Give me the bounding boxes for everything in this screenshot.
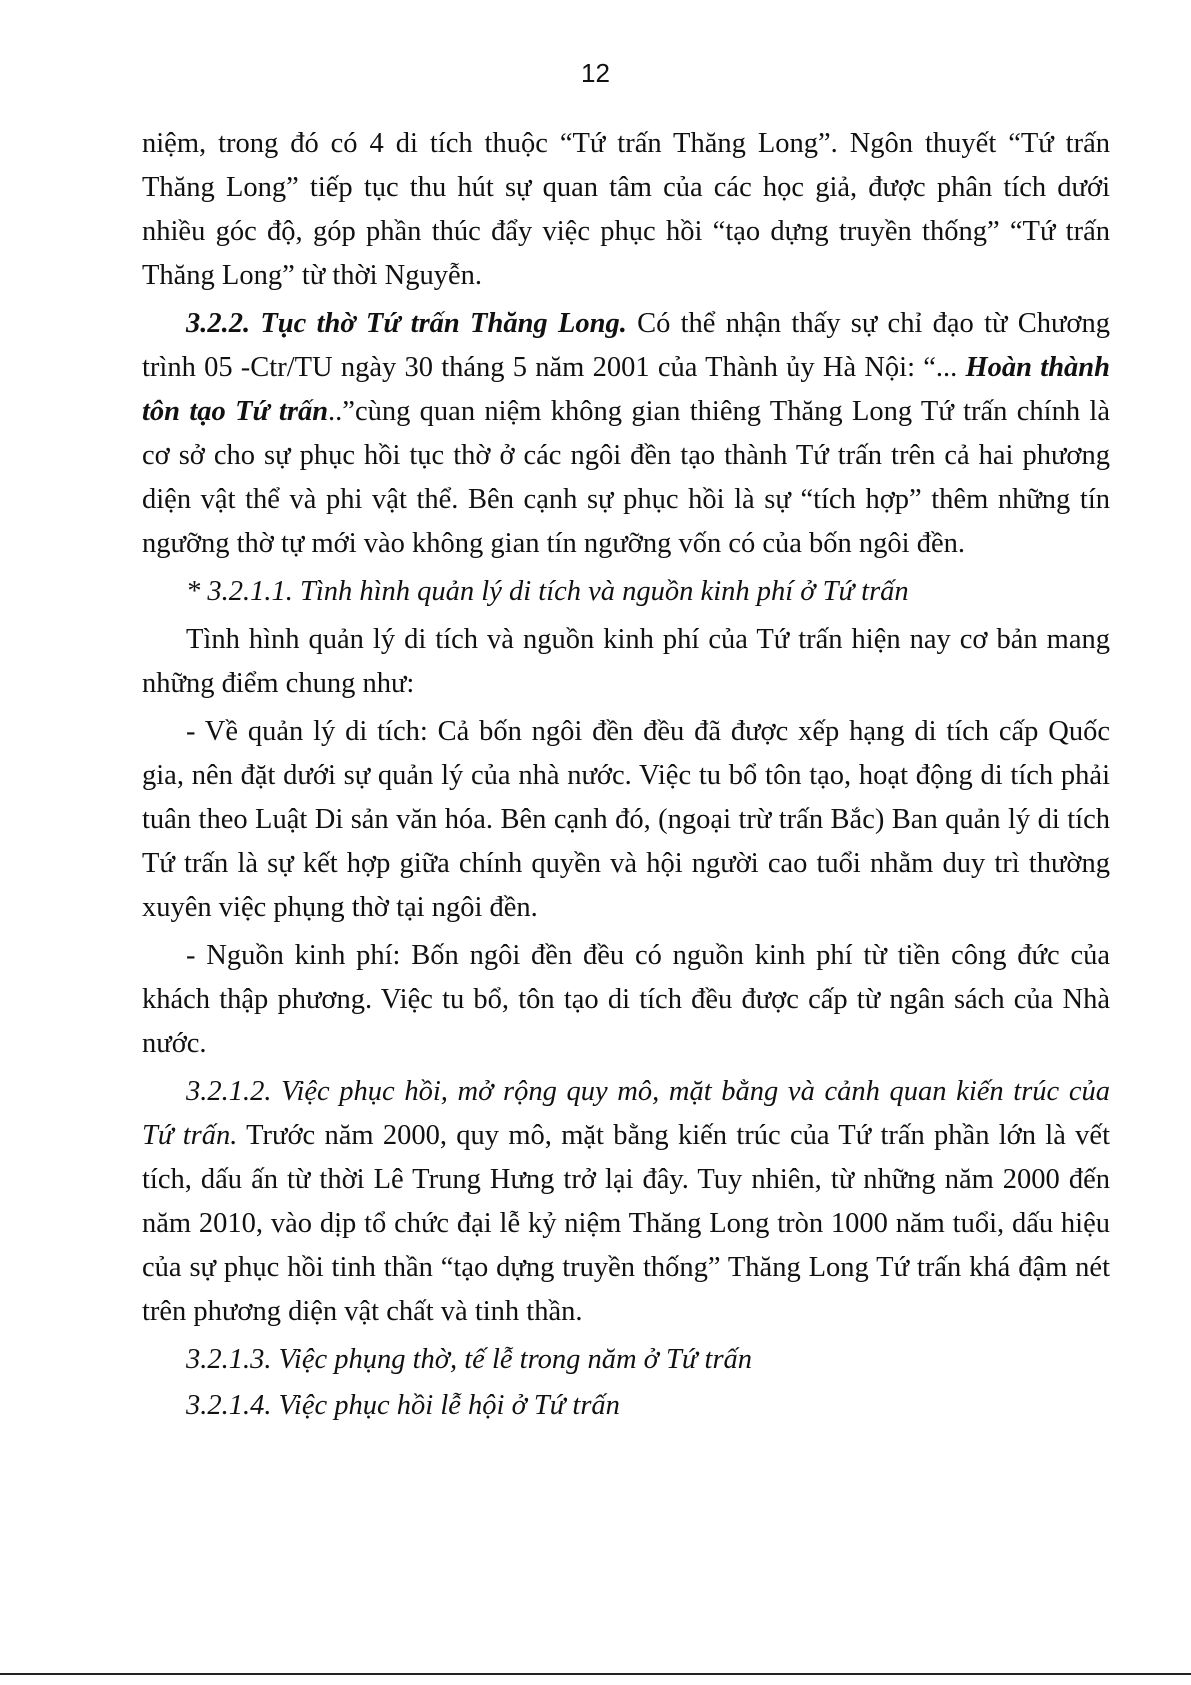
paragraph-intro: niệm, trong đó có 4 di tích thuộc “Tứ trấn Thăng Long”. Ngôn thuyết “Tứ trấn Thăng Long” tiếp tục thu hút sự quan tâm của các học giả, được phân tích dưới nhiều góc độ, góp phần thúc đẩy việc phục hồi “tạo dựng truyền thống” “Tứ trấn Thăng Long” từ thời Nguyễn. (142, 128, 1110, 291)
section-text: Trước năm 2000, quy mô, mặt bằng kiến trúc của Tứ trấn phần lớn là vết tích, dấu ấn từ thời Lê Trung Hưng trở lại đây. Tuy nhiên, từ những năm 2000 đến năm 2010, vào dịp tổ chức đại lễ kỷ niệm Thăng Long tròn 1000 năm tuổi, dấu hiệu của sự phục hồi tinh thần “tạo dựng truyền thống” Thăng Long Tứ trấn khá đậm nét trên phương diện vật chất và tinh thần. (142, 1120, 1110, 1327)
section-heading-3-2-1-4: 3.2.1.4. Việc phục hồi lễ hội ở Tứ trấn (186, 1390, 620, 1421)
paragraph-management-intro: Tình hình quản lý di tích và nguồn kinh phí của Tứ trấn hiện nay cơ bản mang những điểm chung như: (142, 624, 1110, 699)
body-text (142, 122, 1110, 1432)
section-heading-3-2-2: 3.2.2. Tục thờ Tứ trấn Thăng Long. (186, 308, 627, 339)
list-item-funding: - Nguồn kinh phí: Bốn ngôi đền đều có nguồn kinh phí từ tiền công đức của khách thập phương. Việc tu bổ, tôn tạo di tích đều được cấp từ ngân sách của Nhà nước. (142, 940, 1110, 1059)
section-text: Có thể nhận thấy sự chỉ đạo từ Chương trình 05 -Ctr/TU ngày 30 tháng 5 năm 2001 của Thành ủy Hà Nội: “... (142, 308, 1110, 383)
section-heading-3-2-1-1: * 3.2.1.1. Tình hình quản lý di tích và nguồn kinh phí ở Tứ trấn (186, 576, 909, 607)
bottom-rule (0, 1673, 1191, 1675)
section-3-2-2 (142, 302, 1110, 566)
page-number: 12 (581, 58, 610, 88)
section-heading-3-2-1-2: 3.2.1.2. Việc phục hồi, mở rộng quy mô, mặt bằng và cảnh quan kiến trúc của Tứ trấn. (142, 1076, 1110, 1151)
section-heading-3-2-1-3: 3.2.1.3. Việc phụng thờ, tế lễ trong năm ở Tứ trấn (186, 1344, 753, 1375)
section-3-2-1-2 (142, 1070, 1110, 1334)
list-item-management: - Về quản lý di tích: Cả bốn ngôi đền đều đã được xếp hạng di tích cấp Quốc gia, nên đặt dưới sự quản lý của nhà nước. Việc tu bổ tôn tạo, hoạt động di tích phải tuân theo Luật Di sản văn hóa. Bên cạnh đó, (ngoại trừ trấn Bắc) Ban quản lý di tích Tứ trấn là sự kết hợp giữa chính quyền và hội người cao tuổi nhằm duy trì thường xuyên việc phụng thờ tại ngôi đền. (142, 716, 1110, 923)
quote-emphasis: Hoàn thành tôn tạo Tứ trấn (142, 352, 1110, 427)
section-text: ..”cùng quan niệm không gian thiêng Thăng Long Tứ trấn chính là cơ sở cho sự phục hồi tục thờ ở các ngôi đền tạo thành Tứ trấn trên cả hai phương diện vật thể và phi vật thể. Bên cạnh sự phục hồi là sự “tích hợp” thêm những tín ngưỡng thờ tự mới vào không gian tín ngưỡng vốn có của bốn ngôi đền. (142, 396, 1110, 559)
